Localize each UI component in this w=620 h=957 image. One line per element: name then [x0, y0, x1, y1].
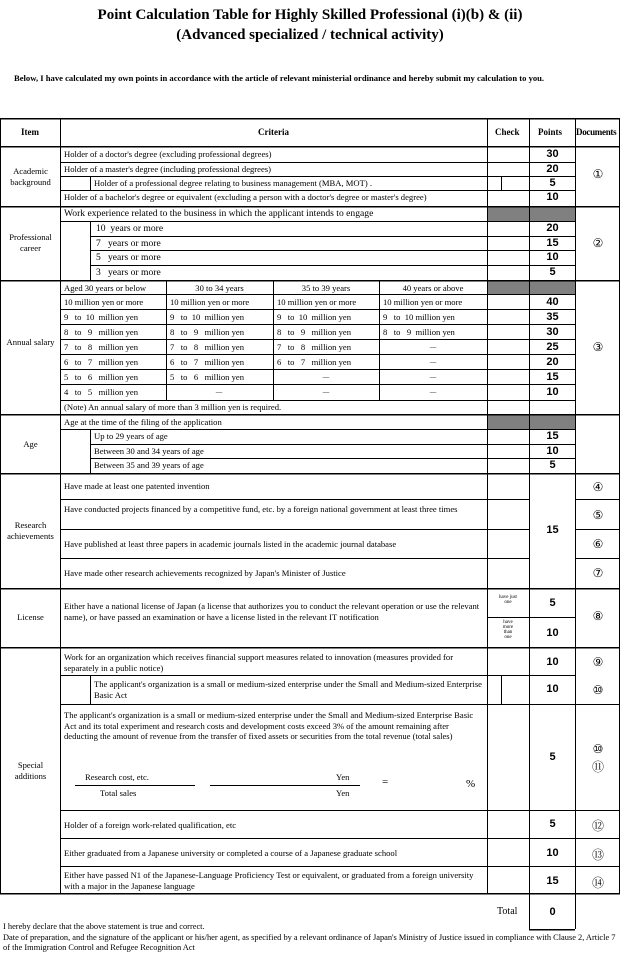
points-value: 5: [549, 266, 556, 278]
shaded-cell: [530, 207, 575, 221]
criteria-row: 7 years or more: [96, 238, 161, 249]
signature-note: Date of preparation, and the signature of the applicant or his/her agent, as specified by a relevant ordinance of Japan's Ministry of Justice issued in compliance with Clause 2, Article 7 of the Immigration Control and Refugee Recognition Act: [3, 933, 616, 952]
points-value: 10: [546, 656, 559, 668]
salary-cell: 8 to 9 million yen: [277, 327, 351, 337]
criteria-row: Have made at least one patented invention: [64, 481, 210, 491]
points-value: 15: [546, 524, 559, 536]
shaded-cell: [487, 281, 529, 295]
header-points: Points: [538, 127, 563, 137]
criteria-row: The applicant's organization is a small or medium-sized enterprise under the Small and Medium-sized Enterprise Basic Act: [94, 679, 482, 700]
total-value: 0: [549, 906, 556, 918]
criteria-row: Have published at least three papers in academic journals listed in the academic journal database: [64, 539, 397, 549]
header-check: Check: [495, 127, 520, 137]
points-value: 15: [546, 430, 559, 442]
yen-label: Yen: [336, 772, 350, 782]
points-value: 5: [549, 597, 556, 609]
salary-cell: 7 to 8 million yen: [277, 342, 351, 352]
document-number: ⑩: [592, 683, 604, 697]
salary-cell: 9 to 10 million yen: [383, 312, 455, 322]
salary-cell: －: [428, 373, 438, 383]
points-value: 20: [546, 222, 559, 234]
points-value: 35: [546, 311, 559, 323]
criteria-row: Either have passed N1 of the Japanese-Language Proficiency Test or equivalent, or graduated from a foreign university with a major in the Japanese language: [64, 870, 474, 891]
shaded-cell: [530, 281, 575, 295]
criteria-row: Between 35 and 39 years of age: [94, 460, 204, 470]
document-number: ⑩: [592, 742, 604, 756]
header-item: Item: [21, 127, 39, 137]
criteria-row: 10 years or more: [96, 223, 164, 234]
criteria-row: Holder of a master's degree (including professional degrees): [64, 164, 272, 174]
salary-cell: 6 to 7 million yen: [64, 357, 138, 367]
criteria-row: Holder of a foreign work-related qualification, etc: [64, 820, 237, 830]
document-number: ⑬: [591, 848, 604, 862]
criteria-row: Holder of a professional degree relating to business management (MBA, MOT) .: [94, 178, 373, 188]
shaded-cell: [487, 207, 529, 221]
points-value: 40: [546, 296, 559, 308]
document-number: ④: [592, 480, 604, 494]
points-value: 5: [549, 751, 556, 763]
shaded-cell: [530, 415, 575, 429]
criteria-row: Work for an organization which receives financial support measures related to innovation (measures provided for separately in a public notice): [64, 652, 454, 673]
document-number: ⑭: [591, 876, 604, 890]
salary-cell: 8 to 9 million yen: [170, 327, 244, 337]
salary-cell: 9 to 10 million yen: [64, 312, 138, 322]
points-value: 5: [549, 177, 556, 189]
header-criteria: Criteria: [258, 127, 289, 137]
page-title: Point Calculation Table for Highly Skilled Professional (i)(b) & (ii): [97, 7, 523, 23]
points-value: 10: [546, 251, 559, 263]
fraction-numerator: Research cost, etc.: [85, 772, 149, 782]
points-value: 10: [546, 683, 559, 695]
criteria-row: 3 years or more: [96, 267, 161, 278]
points-value: 5: [549, 459, 556, 471]
criteria-row: Have made other research achievements recognized by Japan's Minister of Justice: [64, 568, 346, 578]
salary-cell: 7 to 8 million yen: [170, 342, 244, 352]
salary-cell: 10 million yen or more: [170, 297, 250, 307]
salary-note: (Note) An annual salary of more than 3 million yen is required.: [64, 402, 282, 412]
salary-cell: 8 to 9 million yen: [383, 327, 455, 337]
criteria-row: Holder of a doctor's degree (excluding professional degrees): [64, 149, 272, 159]
salary-cell: －: [214, 388, 224, 398]
points-value: 15: [546, 371, 559, 383]
category-academic: Academic background: [10, 166, 51, 187]
salary-age-col: Aged 30 years or below: [64, 283, 147, 293]
criteria-row: 5 years or more: [96, 252, 161, 263]
salary-cell: 9 to 10 million yen: [277, 312, 351, 322]
category-license: License: [17, 612, 44, 622]
points-value: 30: [546, 326, 559, 338]
category-career: Professional career: [9, 232, 52, 253]
criteria-row: Holder of a bachelor's degree or equivalent (excluding a person with a doctor's degree or master's degree): [64, 192, 427, 202]
salary-cell: 5 to 6 million yen: [170, 372, 244, 382]
criteria-row: Between 30 and 34 years of age: [94, 446, 204, 456]
criteria-row: Have conducted projects financed by a competitive fund, etc. by a foreign national government at least three times: [64, 504, 458, 514]
points-value: 10: [546, 847, 559, 859]
points-value: 10: [546, 386, 559, 398]
shaded-cell: [487, 415, 529, 429]
category-research: Research achievements: [7, 520, 54, 541]
category-special: Special additions: [14, 760, 47, 781]
points-value: 25: [546, 341, 559, 353]
points-value: 15: [546, 875, 559, 887]
document-number: ⑤: [592, 508, 604, 522]
declaration: I hereby declare that the above statement is true and correct.: [3, 922, 205, 931]
career-heading: Work experience related to the business in which the applicant intends to engage: [64, 208, 374, 219]
salary-age-col: 40 years or above: [402, 283, 464, 293]
criteria-row: Either graduated from a Japanese university or completed a course of a Japanese graduate school: [64, 848, 398, 858]
points-value: 15: [546, 237, 559, 249]
points-value: 20: [546, 356, 559, 368]
salary-cell: 4 to 5 million yen: [64, 387, 138, 397]
category-salary: Annual salary: [6, 337, 55, 347]
salary-cell: －: [321, 373, 331, 383]
points-value: 10: [546, 191, 559, 203]
yen-label: Yen: [336, 788, 350, 798]
salary-cell: 8 to 9 million yen: [64, 327, 138, 337]
header-documents: Documents: [576, 127, 617, 137]
document-number: ⑦: [592, 566, 604, 580]
salary-age-col: 35 to 39 years: [301, 283, 351, 293]
points-value: 5: [549, 818, 556, 830]
salary-cell: 9 to 10 million yen: [170, 312, 244, 322]
document-number: ⑪: [591, 760, 604, 774]
points-value: 30: [546, 148, 559, 160]
salary-cell: －: [428, 358, 438, 368]
criteria-row: Either have a national license of Japan (a license that authorizes you to conduct the relevant operation or use the relevant name), or have passed an examination or have a license listed in the relevant IT notification: [64, 601, 480, 622]
salary-cell: 10 million yen or more: [383, 297, 463, 307]
salary-cell: 5 to 6 million yen: [64, 372, 138, 382]
age-heading: Age at the time of the filing of the application: [64, 417, 222, 427]
document-number: ①: [592, 167, 604, 181]
salary-cell: 6 to 7 million yen: [277, 357, 351, 367]
document-number: ②: [592, 236, 604, 250]
points-value: 10: [546, 627, 559, 639]
salary-cell: －: [428, 343, 438, 353]
document-number: ③: [592, 340, 604, 354]
check-label: have more than one: [502, 620, 514, 640]
check-label: have just one: [499, 595, 517, 605]
document-number: ⑫: [591, 819, 604, 833]
category-age: Age: [23, 439, 38, 449]
document-number: ⑧: [592, 609, 604, 623]
criteria-row: Up to 29 years of age: [94, 431, 168, 441]
equals-sign: =: [382, 776, 389, 788]
salary-cell: －: [428, 388, 438, 398]
points-value: 10: [546, 445, 559, 457]
page-subtitle: (Advanced specialized / technical activity): [176, 27, 444, 43]
salary-cell: 10 million yen or more: [277, 297, 357, 307]
fraction-denominator: Total sales: [100, 788, 137, 798]
points-value: 20: [546, 163, 559, 175]
intro-text: Below, I have calculated my own points in accordance with the article of relevant ministerial ordinance and hereby submit my calculation to you.: [14, 73, 545, 83]
total-label: Total: [497, 906, 518, 917]
document-number: ⑥: [592, 537, 604, 551]
salary-cell: 7 to 8 million yen: [64, 342, 138, 352]
salary-cell: －: [321, 388, 331, 398]
document-number: ⑨: [592, 655, 604, 669]
criteria-row: The applicant's organization is a small or medium-sized enterprise under the Small and Medium-sized Enterprise Basic Act and its total experiment and research costs and development costs exceed 3% of the amount remaining after deducting the amount of revenue from the transfer of fixed assets or securities from the total revenue (total sales): [64, 710, 474, 741]
salary-cell: 10 million yen or more: [64, 297, 144, 307]
percent-sign: %: [466, 778, 476, 790]
salary-cell: 6 to 7 million yen: [170, 357, 244, 367]
salary-age-col: 30 to 34 years: [195, 283, 244, 293]
